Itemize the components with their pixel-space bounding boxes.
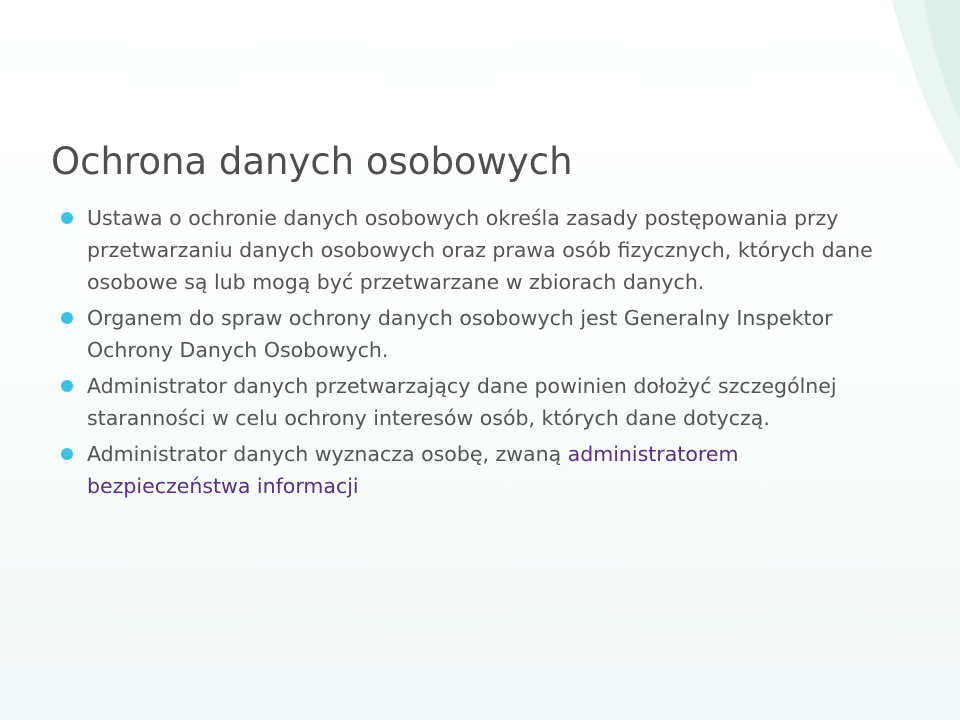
bullet-text: Administrator danych przetwarzający dane powinien dołożyć szczególnej staranności w celu ochrony interesów osób, których dane dotyczą.: [87, 374, 837, 430]
bullet-text: Administrator danych wyznacza osobę, zwaną: [87, 442, 568, 466]
bullet-icon: [61, 448, 73, 460]
bullet-icon: [61, 212, 73, 224]
list-item: [61, 202, 881, 298]
bullet-text: Organem do spraw ochrony danych osobowych jest Generalny Inspektor Ochrony Danych Osobowych.: [87, 306, 833, 362]
list-item: [61, 370, 881, 434]
bullet-list: [61, 202, 881, 506]
slide-title: Ochrona danych osobowych: [51, 140, 573, 183]
bullet-icon: [61, 312, 73, 324]
bullet-icon: [61, 380, 73, 392]
list-item: [61, 438, 881, 502]
administrator-link[interactable]: administratorem bezpieczeństwa informacji: [87, 442, 739, 498]
list-item: [61, 302, 881, 366]
bullet-text: Ustawa o ochronie danych osobowych określa zasady postępowania przy przetwarzaniu danych osobowych oraz prawa osób fizycznych, których dane osobowe są lub mogą być przetwarzane w zbiorach danych.: [87, 206, 873, 294]
